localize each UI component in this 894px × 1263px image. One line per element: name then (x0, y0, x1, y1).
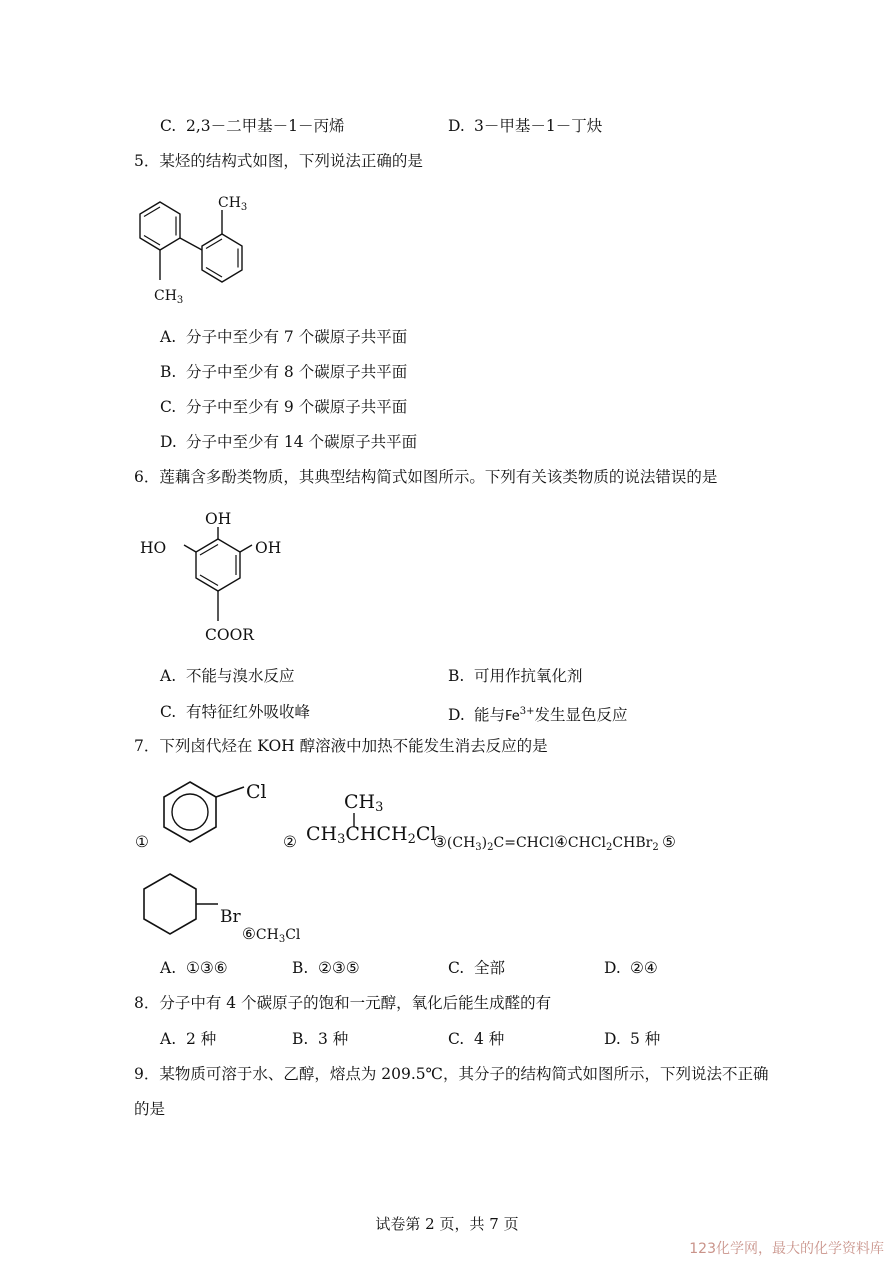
q5-stem: 5．某烃的结构式如图，下列说法正确的是 (134, 152, 423, 170)
q6-coor: COOR (205, 626, 254, 644)
q6-oh-top: OH (205, 510, 232, 528)
q6-option-b: B. 可用作抗氧化剂 (448, 667, 583, 685)
q5-option-c: C. 分子中至少有 9 个碳原子共平面 (160, 398, 408, 416)
q6-option-a: A. 不能与溴水反应 (160, 667, 295, 685)
q7-item-5-br: Br (220, 907, 241, 927)
q7-item-2-ch3: $CH_3$ (344, 791, 384, 815)
q7-item-5-number: ⑤ (662, 833, 676, 851)
q6-oh-right: OH (255, 539, 282, 557)
q8-option-c: C. 4 种 (448, 1030, 505, 1048)
q7-item-3: $③(CH_3)_2C=CHCl$ (433, 833, 555, 853)
q7-item-1-number: ① (135, 833, 149, 851)
q5-ch3-bottom: $CH_3$ (154, 288, 184, 306)
q5-option-d: D. 分子中至少有 14 个碳原子共平面 (160, 433, 418, 451)
q6-stem: 6．莲藕含多酚类物质，其典型结构简式如图所示。下列有关该类物质的说法错误的是 (134, 468, 718, 486)
q7-item-6: $⑥CH_3Cl$ (242, 925, 301, 945)
q7-item-2-formula: $CH_3CHCH_2Cl$ (306, 823, 437, 847)
q7-item-2-number: ② (283, 833, 297, 851)
q5-option-b: B. 分子中至少有 8 个碳原子共平面 (160, 363, 408, 381)
page-footer: 试卷第 2 页，共 7 页 (375, 1215, 519, 1233)
q7-option-a: A. ①③⑥ (160, 959, 228, 977)
q4-option-d: D. 3－甲基－1－丁炔 (448, 117, 603, 135)
q5-option-a: A. 分子中至少有 7 个碳原子共平面 (160, 328, 408, 346)
q7-item-1-cl: Cl (246, 781, 267, 803)
q6-option-d: D. 能与$Fe^{3+}$发生显色反应 (448, 706, 628, 724)
q8-stem: 8．分子中有 4 个碳原子的饱和一元醇，氧化后能生成醛的有 (134, 994, 552, 1012)
q8-option-b: B. 3 种 (292, 1030, 349, 1048)
q6-ho-left: HO (140, 539, 167, 557)
q7-option-b: B. ②③⑤ (292, 959, 360, 977)
q7-item-4: ④CHCl$_2$CHBr$_2$ (554, 833, 659, 853)
q8-option-d: D. 5 种 (604, 1030, 661, 1048)
q7-option-c: C. 全部 (448, 959, 506, 977)
q5-ch3-top: $CH_3$ (218, 195, 248, 213)
q4-option-c: C. 2,3－二甲基－1－丙烯 (160, 117, 345, 135)
q7-item-5-bromocyclohexane (138, 870, 228, 944)
q9-stem-line1: 9．某物质可溶于水、乙醇，熔点为 209.5℃，其分子的结构简式如图所示，下列说法不正确 (134, 1065, 769, 1083)
q6-option-c: C. 有特征红外吸收峰 (160, 703, 311, 721)
q9-stem-line2: 的是 (134, 1100, 166, 1118)
q7-stem: 7．下列卤代烃在 KOH 醇溶液中加热不能发生消去反应的是 (134, 737, 548, 755)
watermark: 123化学网，最大的化学资料库 (689, 1241, 884, 1257)
q7-option-d: D. ②④ (604, 959, 658, 977)
q8-option-a: A. 2 种 (160, 1030, 217, 1048)
